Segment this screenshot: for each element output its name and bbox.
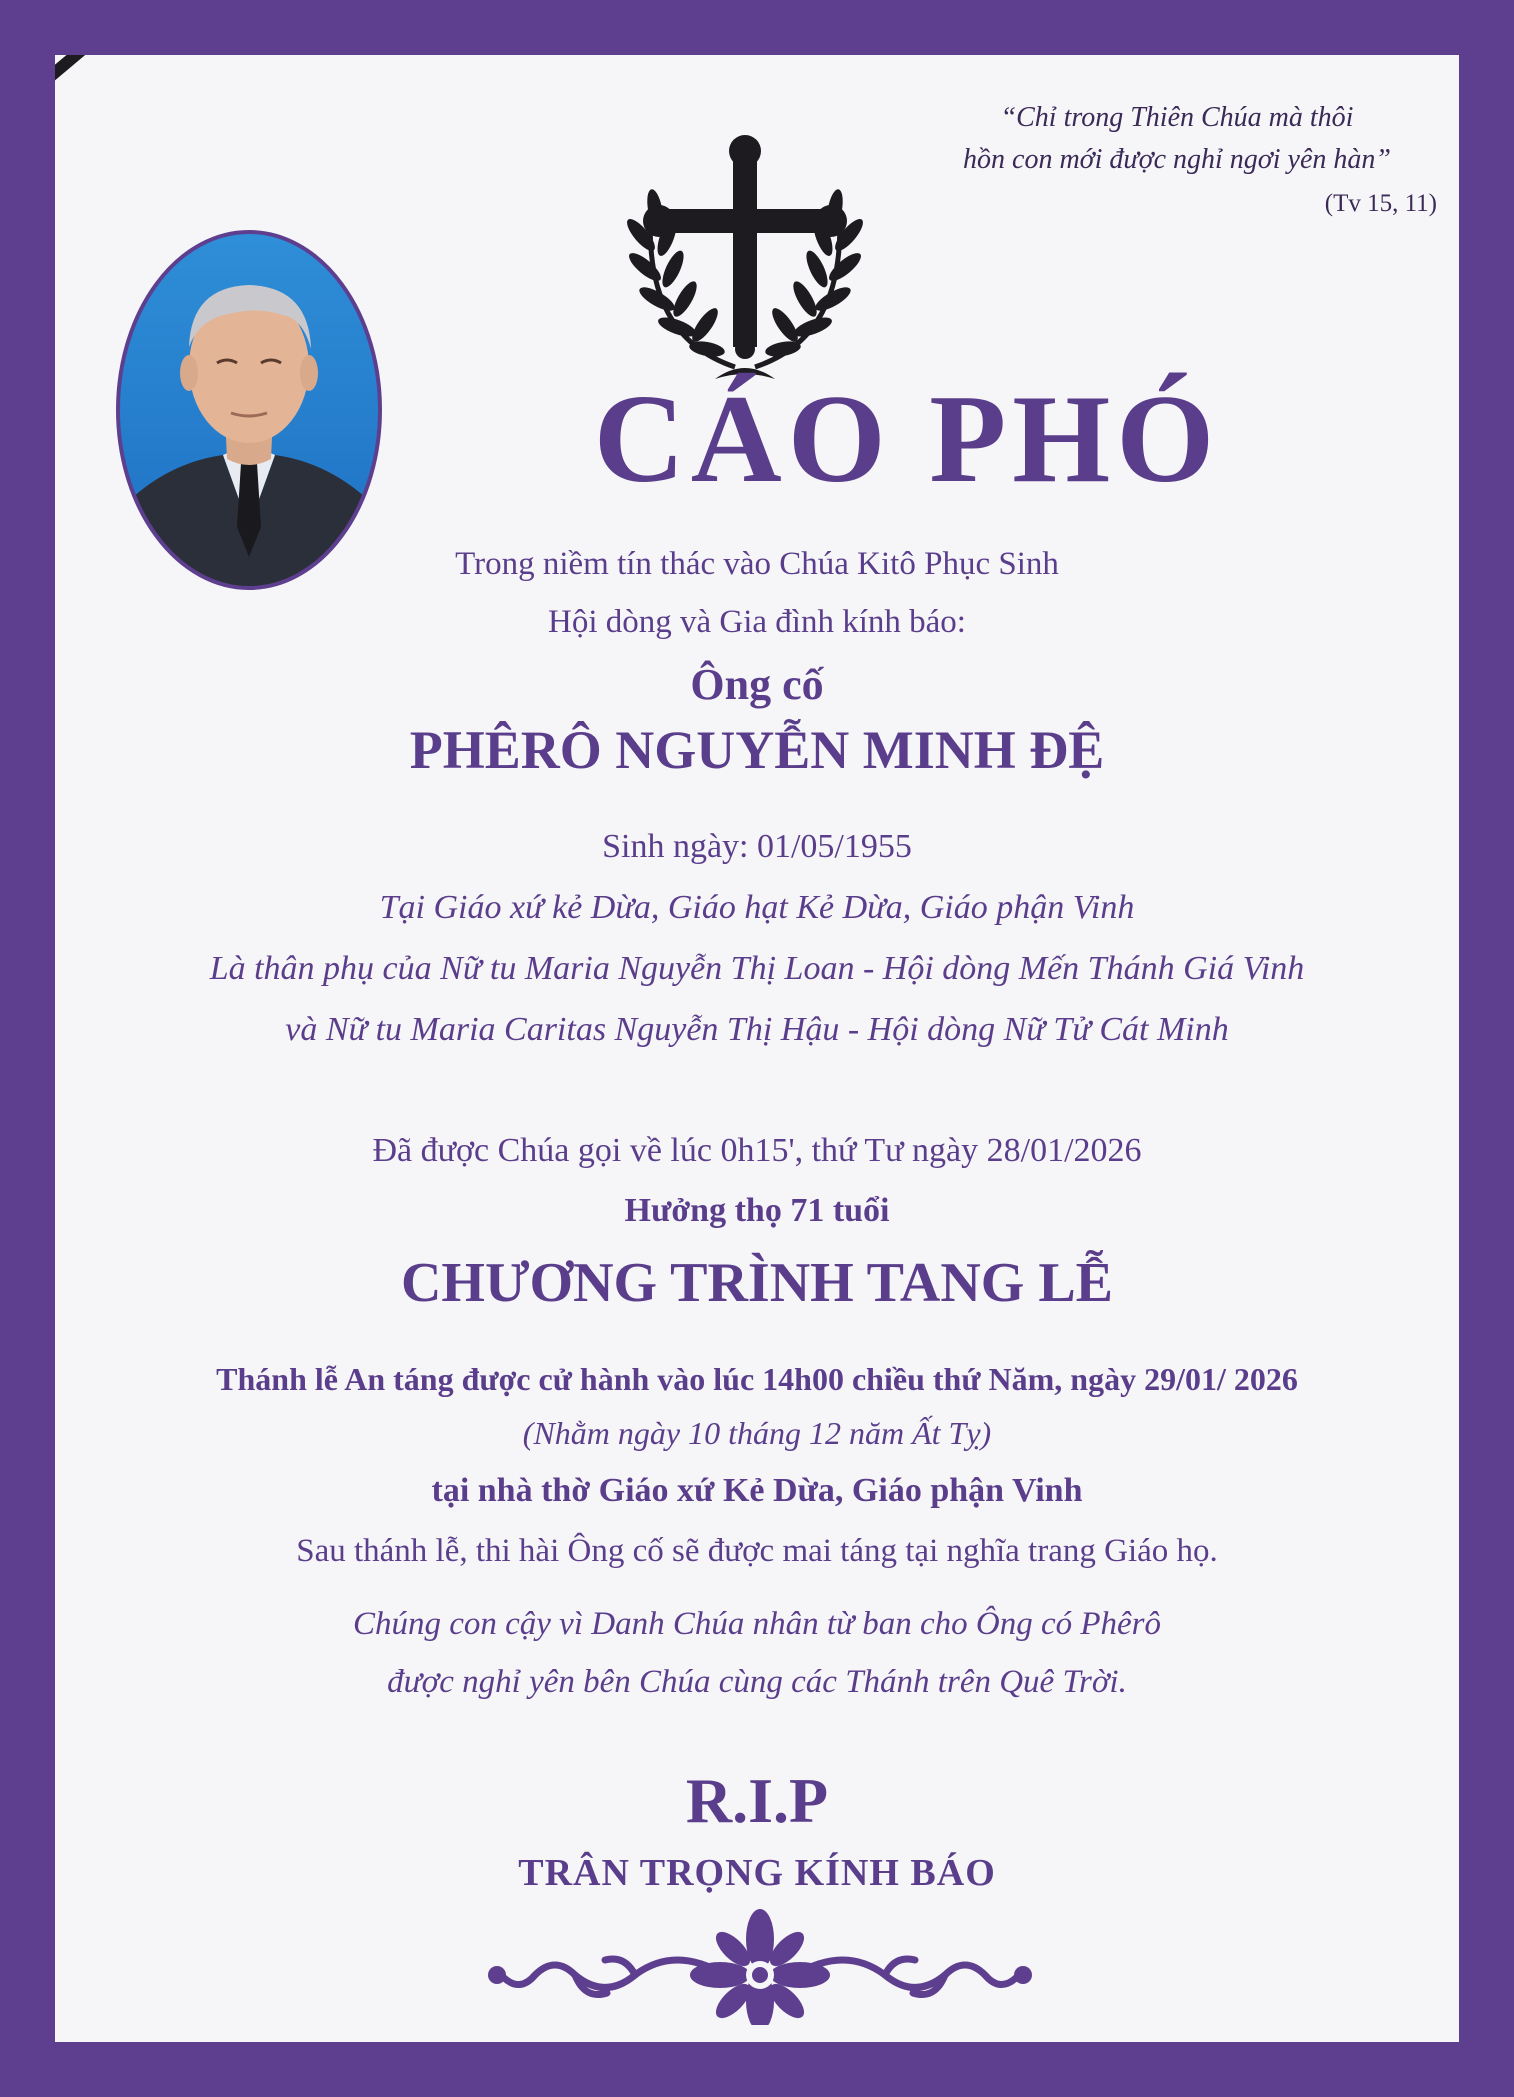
intro-line-1: Trong niềm tín thác vào Chúa Kitô Phục Sinh	[455, 546, 1059, 582]
deceased-name: PHÊRÔ NGUYỄN MINH ĐỆ	[409, 720, 1105, 780]
prayer-line-2: được nghỉ yên bên Chúa cùng các Thánh trên Quê Trời.	[387, 1664, 1127, 1700]
relation-line-2: và Nữ tu Maria Caritas Nguyễn Thị Hậu - Hội dòng Nữ Tử Cát Minh	[285, 1011, 1229, 1048]
family-details	[55, 877, 1459, 1060]
church-location: tại nhà thờ Giáo xứ Kẻ Dừa, Giáo phận Vinh	[431, 1472, 1083, 1509]
funeral-mass-time: Thánh lễ An táng được cử hành vào lúc 14h00 chiều thứ Năm, ngày 29/01/ 2026	[216, 1361, 1298, 1397]
prayer-line-1: Chúng con cậy vì Danh Chúa nhân từ ban cho Ông có Phêrô	[352, 1606, 1162, 1642]
quote-line-2: hồn con mới được nghỉ ngơi yên hàn”	[963, 144, 1391, 175]
birth-date: Sinh ngày: 01/05/1955	[602, 828, 912, 865]
announcement-footer: TRÂN TRỌNG KÍNH BÁO	[518, 1852, 996, 1894]
death-notice: Đã được Chúa gọi về lúc 0h15', thứ Tư ngày 28/01/2026	[372, 1132, 1142, 1169]
relation-line-1: Là thân phụ của Nữ tu Maria Nguyễn Thị Loan - Hội dòng Mến Thánh Giá Vinh	[209, 950, 1305, 987]
mourning-ribbon	[55, 55, 233, 124]
age-text: Hưởng thọ 71 tuổi	[624, 1192, 890, 1229]
salutation: Ông cố	[690, 660, 824, 709]
program-heading: CHƯƠNG TRÌNH TANG LỄ	[400, 1252, 1114, 1314]
cross-with-laurel-icon	[615, 117, 875, 387]
scripture-quote	[917, 97, 1437, 225]
intro-text	[55, 535, 1459, 651]
intro-line-2: Hội dòng và Gia đình kính báo:	[548, 604, 966, 640]
burial-note: Sau thánh lễ, thi hài Ông cố sẽ được mai táng tại nghĩa trang Giáo họ.	[296, 1533, 1218, 1569]
birth-place: Tại Giáo xứ kẻ Dừa, Giáo hạt Kẻ Dừa, Giáo phận Vinh	[379, 889, 1135, 926]
page-title: CÁO PHÓ	[593, 370, 1221, 509]
floral-flourish-icon	[475, 1905, 1045, 2025]
rip-text: R.I.P	[685, 1765, 829, 1836]
quote-reference: (Tv 15, 11)	[1324, 190, 1437, 217]
lunar-date: (Nhằm ngày 10 tháng 12 năm Ất Tỵ)	[522, 1415, 992, 1451]
obituary-card	[55, 55, 1459, 2042]
closing-prayer	[55, 1595, 1459, 1711]
quote-line-1: “Chỉ trong Thiên Chúa mà thôi	[1000, 102, 1354, 133]
